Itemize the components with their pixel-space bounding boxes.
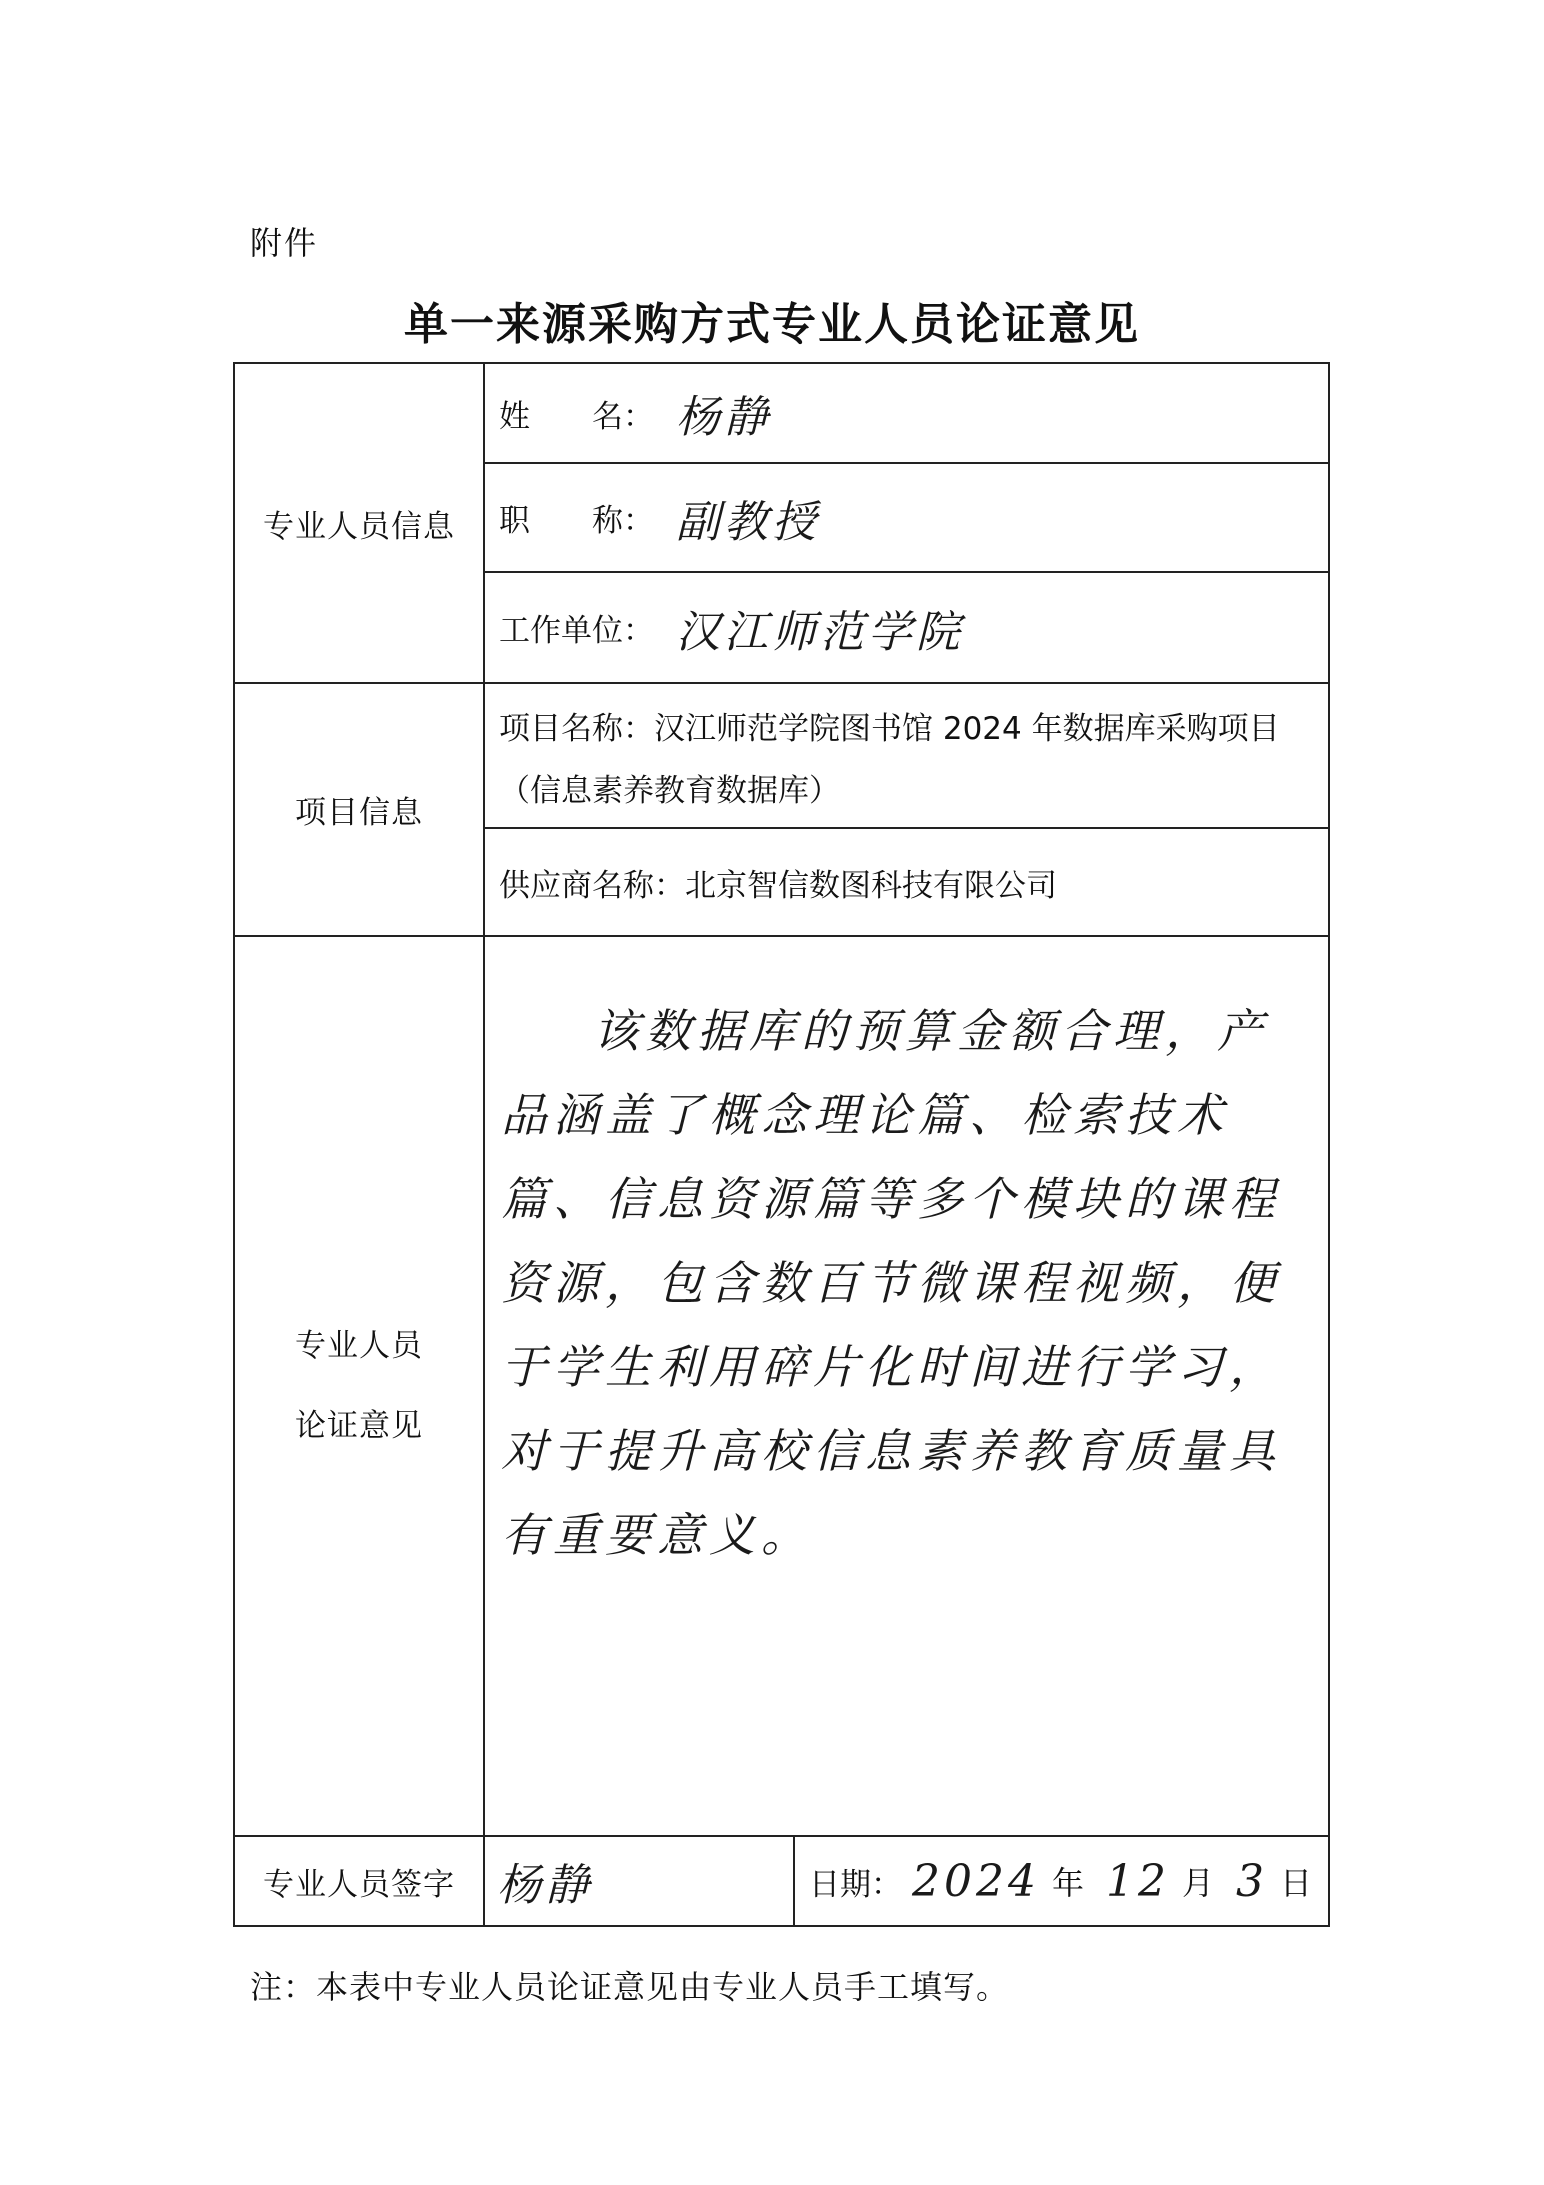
supplier-cell: 供应商名称：北京智信数图科技有限公司 [484,828,1329,936]
project-name-text: 项目名称：汉江师范学院图书馆 2024 年数据库采购项目（信息素养教育数据库） [499,710,1280,809]
title-cell [484,463,1329,572]
document-title: 单一来源采购方式专业人员论证意见 [404,299,1140,350]
unit-cell [484,572,1329,683]
month-unit: 月 [1182,1864,1215,1902]
opinion-label-line2: 论证意见 [295,1408,423,1444]
name-label: 姓 名： [499,398,654,435]
unit-label: 工作单位： [499,613,654,649]
row-opinion [234,936,1329,1836]
title-label: 职 称： [499,503,654,539]
row-project-name [234,683,1329,828]
date-label: 日期： [809,1866,902,1903]
handwritten-opinion: 该数据库的预算金额合理，产品涵盖了概念理论篇、检索技术篇、信息资源篇等多个模块的课程资源，包含数百节微课程视频，便于学生利用碎片化时间进行学习，对于提升高校信息素养教育质量具有重要意义。 [501,1004,1281,1562]
expert-info-label: 专业人员信息 [234,363,484,683]
opinion-label-cell [234,936,484,1836]
signature-value: 杨静 [497,1860,593,1911]
opinion-label-line1: 专业人员 [295,1328,423,1364]
attachment-label: 附件 [250,224,319,262]
opinion-cell [484,936,1329,1836]
signature-cell [484,1836,794,1926]
day-value: 3 [1236,1855,1269,1907]
year-value: 2024 [912,1855,1040,1907]
month-value: 12 [1106,1855,1170,1907]
row-signature [234,1836,1329,1926]
year-unit: 年 [1051,1864,1084,1902]
title-value: 副教授 [675,496,820,548]
argument-form [233,362,1330,1927]
name-cell [484,363,1329,463]
row-name [234,363,1329,463]
footnote: 注：本表中专业人员论证意见由专业人员手工填写。 [250,1968,1010,2006]
date-cell [794,1836,1329,1926]
unit-value: 汉江师范学院 [675,606,964,658]
day-unit: 日 [1280,1864,1313,1902]
signature-label: 专业人员签字 [234,1836,484,1926]
name-value: 杨静 [675,392,772,443]
project-name-cell [484,683,1329,828]
project-info-label: 项目信息 [234,683,484,936]
